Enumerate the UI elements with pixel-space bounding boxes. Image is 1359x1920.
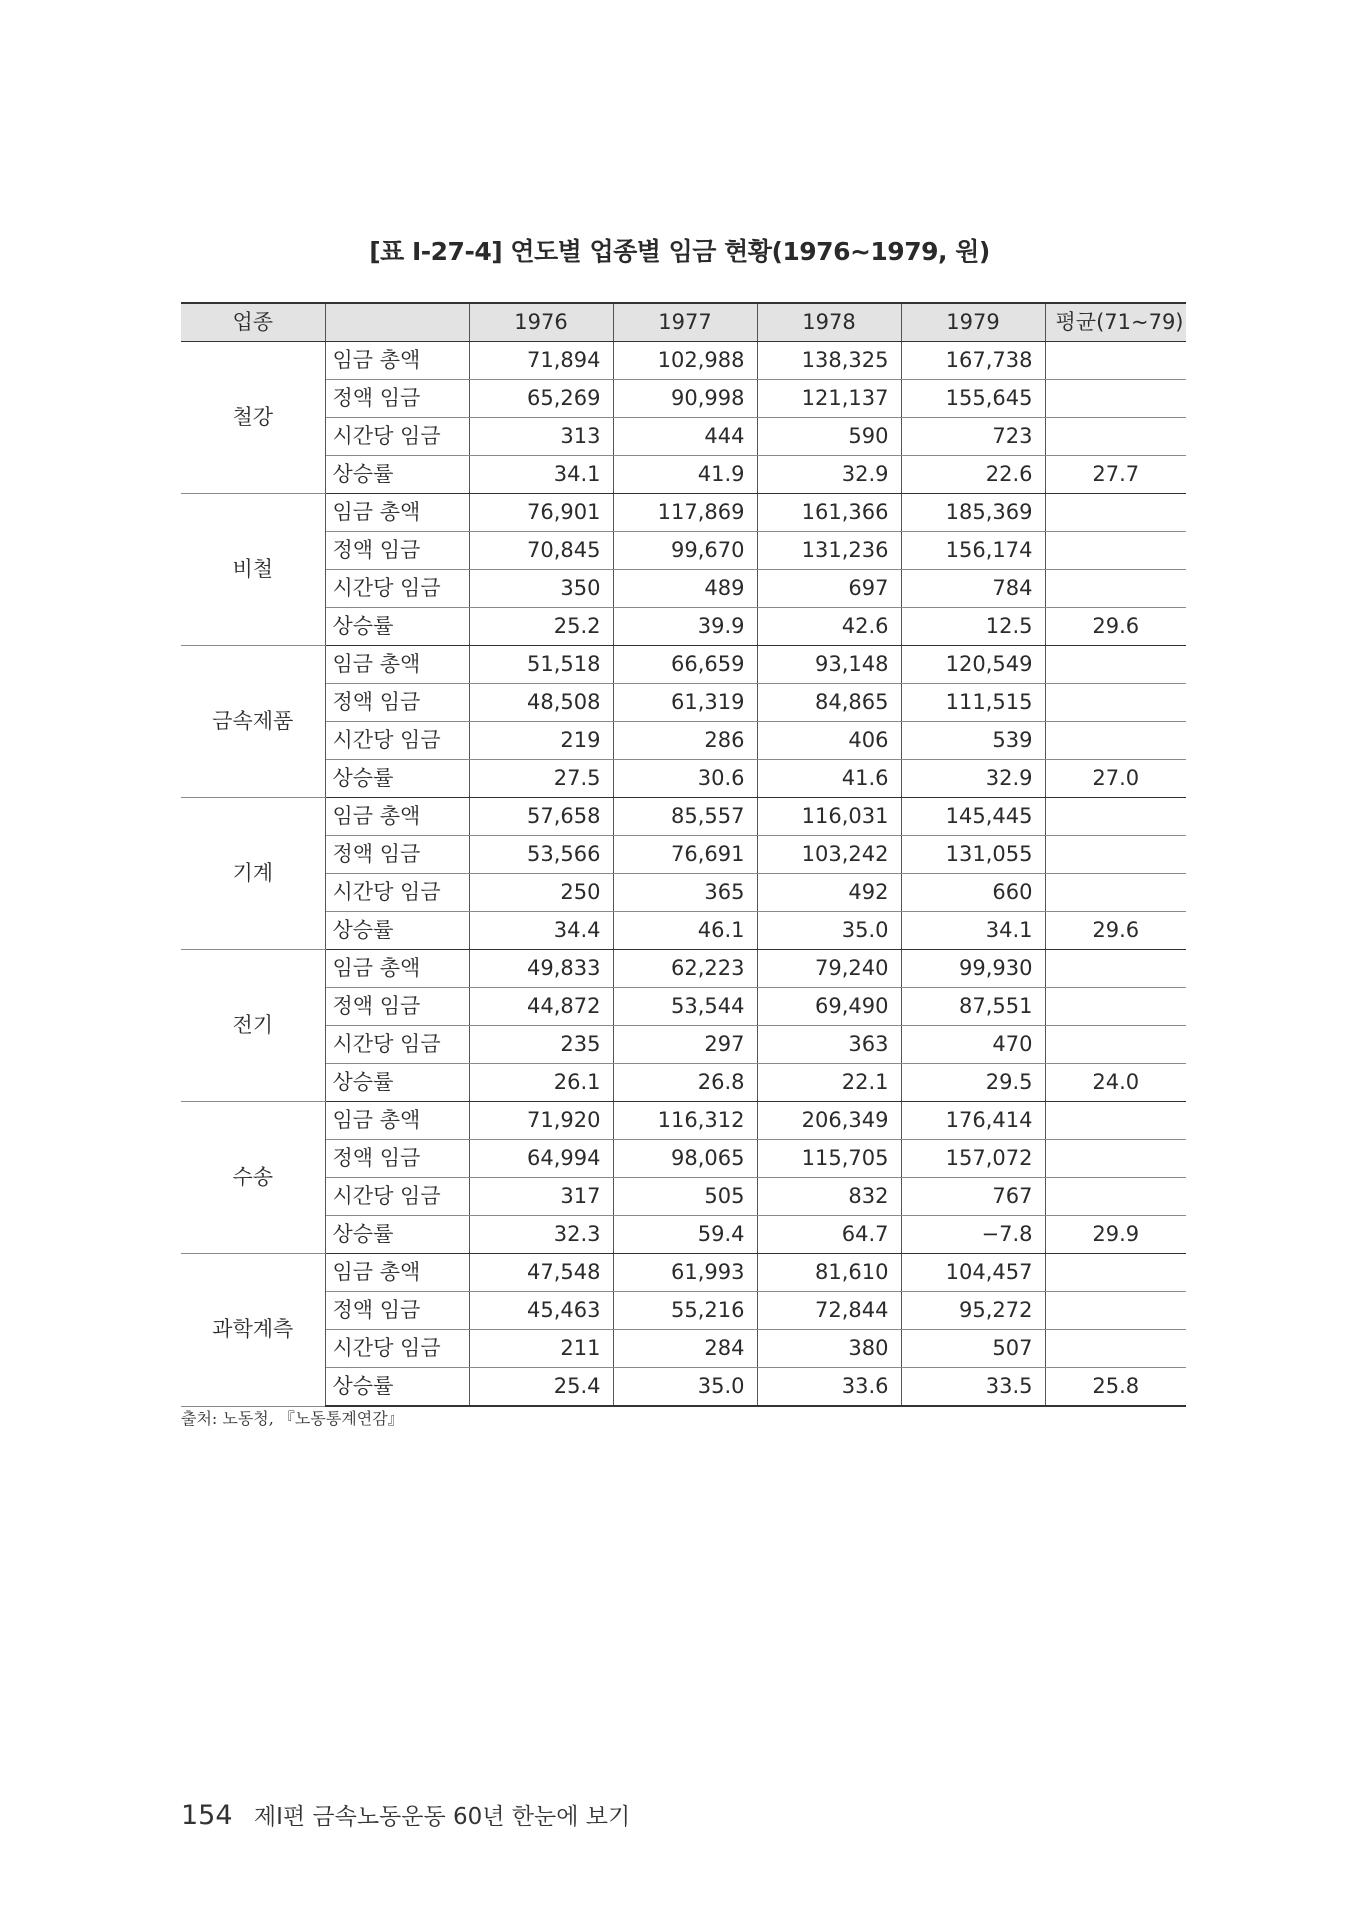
table-row xyxy=(181,1254,1186,1292)
table-row xyxy=(181,532,1186,570)
table-row xyxy=(181,836,1186,874)
value-cell: 85,557 xyxy=(613,798,757,836)
value-cell: 98,065 xyxy=(613,1140,757,1178)
value-cell: 53,544 xyxy=(613,988,757,1026)
average-cell xyxy=(1045,1330,1186,1368)
table-row xyxy=(181,494,1186,532)
average-cell xyxy=(1045,684,1186,722)
value-cell: 219 xyxy=(469,722,613,760)
table-row xyxy=(181,722,1186,760)
value-cell: 99,930 xyxy=(901,950,1045,988)
value-cell: 116,312 xyxy=(613,1102,757,1140)
value-cell: 131,055 xyxy=(901,836,1045,874)
item-cell: 임금 총액 xyxy=(325,950,469,988)
value-cell: 48,508 xyxy=(469,684,613,722)
table-row xyxy=(181,1292,1186,1330)
average-cell xyxy=(1045,1292,1186,1330)
value-cell: 363 xyxy=(757,1026,901,1064)
value-cell: 176,414 xyxy=(901,1102,1045,1140)
item-cell: 정액 임금 xyxy=(325,684,469,722)
header-year-1977: 1977 xyxy=(613,303,757,342)
industry-cell: 기계 xyxy=(181,798,325,950)
value-cell: 157,072 xyxy=(901,1140,1045,1178)
value-cell: 22.6 xyxy=(901,456,1045,494)
value-cell: 350 xyxy=(469,570,613,608)
value-cell: 84,865 xyxy=(757,684,901,722)
item-cell: 시간당 임금 xyxy=(325,418,469,456)
value-cell: 26.8 xyxy=(613,1064,757,1102)
value-cell: 380 xyxy=(757,1330,901,1368)
value-cell: 660 xyxy=(901,874,1045,912)
wage-table xyxy=(181,302,1186,1407)
header-industry: 업종 xyxy=(181,303,325,342)
value-cell: 61,993 xyxy=(613,1254,757,1292)
average-cell: 27.7 xyxy=(1045,456,1186,494)
value-cell: 120,549 xyxy=(901,646,1045,684)
table-row xyxy=(181,418,1186,456)
value-cell: 53,566 xyxy=(469,836,613,874)
value-cell: 26.1 xyxy=(469,1064,613,1102)
value-cell: 41.6 xyxy=(757,760,901,798)
industry-cell: 철강 xyxy=(181,342,325,494)
value-cell: 95,272 xyxy=(901,1292,1045,1330)
average-cell xyxy=(1045,418,1186,456)
table-row xyxy=(181,684,1186,722)
average-cell: 29.9 xyxy=(1045,1216,1186,1254)
value-cell: 99,670 xyxy=(613,532,757,570)
table-row xyxy=(181,1178,1186,1216)
value-cell: 492 xyxy=(757,874,901,912)
table-row xyxy=(181,874,1186,912)
value-cell: 505 xyxy=(613,1178,757,1216)
item-cell: 상승률 xyxy=(325,912,469,950)
average-cell: 29.6 xyxy=(1045,912,1186,950)
value-cell: 76,691 xyxy=(613,836,757,874)
value-cell: 103,242 xyxy=(757,836,901,874)
item-cell: 임금 총액 xyxy=(325,342,469,380)
item-cell: 임금 총액 xyxy=(325,646,469,684)
value-cell: 284 xyxy=(613,1330,757,1368)
value-cell: 90,998 xyxy=(613,380,757,418)
page-footer xyxy=(181,1798,630,1831)
table-row xyxy=(181,950,1186,988)
item-cell: 임금 총액 xyxy=(325,494,469,532)
value-cell: 32.9 xyxy=(901,760,1045,798)
value-cell: 79,240 xyxy=(757,950,901,988)
table-row xyxy=(181,1216,1186,1254)
value-cell: 66,659 xyxy=(613,646,757,684)
item-cell: 시간당 임금 xyxy=(325,1178,469,1216)
item-cell: 시간당 임금 xyxy=(325,570,469,608)
value-cell: 185,369 xyxy=(901,494,1045,532)
value-cell: 70,845 xyxy=(469,532,613,570)
table-row xyxy=(181,1330,1186,1368)
value-cell: 131,236 xyxy=(757,532,901,570)
value-cell: 39.9 xyxy=(613,608,757,646)
value-cell: 121,137 xyxy=(757,380,901,418)
average-cell xyxy=(1045,570,1186,608)
table-row xyxy=(181,456,1186,494)
value-cell: 211 xyxy=(469,1330,613,1368)
value-cell: 42.6 xyxy=(757,608,901,646)
table-row xyxy=(181,342,1186,380)
value-cell: 723 xyxy=(901,418,1045,456)
item-cell: 정액 임금 xyxy=(325,836,469,874)
item-cell: 정액 임금 xyxy=(325,380,469,418)
value-cell: 156,174 xyxy=(901,532,1045,570)
value-cell: 167,738 xyxy=(901,342,1045,380)
value-cell: 539 xyxy=(901,722,1045,760)
average-cell xyxy=(1045,874,1186,912)
table-body xyxy=(181,342,1186,1407)
item-cell: 상승률 xyxy=(325,760,469,798)
average-cell xyxy=(1045,836,1186,874)
table-header-row xyxy=(181,303,1186,342)
table-row xyxy=(181,570,1186,608)
average-cell xyxy=(1045,1140,1186,1178)
value-cell: 71,894 xyxy=(469,342,613,380)
value-cell: 45,463 xyxy=(469,1292,613,1330)
value-cell: 35.0 xyxy=(757,912,901,950)
value-cell: 444 xyxy=(613,418,757,456)
industry-cell: 과학계측 xyxy=(181,1254,325,1407)
table-row xyxy=(181,608,1186,646)
value-cell: 25.2 xyxy=(469,608,613,646)
value-cell: 470 xyxy=(901,1026,1045,1064)
value-cell: 47,548 xyxy=(469,1254,613,1292)
value-cell: 117,869 xyxy=(613,494,757,532)
source-note: 출처: 노동청, 『노동통계연감』 xyxy=(181,1409,404,1428)
value-cell: 51,518 xyxy=(469,646,613,684)
value-cell: 104,457 xyxy=(901,1254,1045,1292)
value-cell: 46.1 xyxy=(613,912,757,950)
table-row xyxy=(181,646,1186,684)
average-cell xyxy=(1045,494,1186,532)
value-cell: 81,610 xyxy=(757,1254,901,1292)
table-row xyxy=(181,380,1186,418)
header-year-1976: 1976 xyxy=(469,303,613,342)
value-cell: 206,349 xyxy=(757,1102,901,1140)
item-cell: 시간당 임금 xyxy=(325,1026,469,1064)
item-cell: 시간당 임금 xyxy=(325,722,469,760)
header-item xyxy=(325,303,469,342)
value-cell: 33.5 xyxy=(901,1368,1045,1407)
value-cell: 64,994 xyxy=(469,1140,613,1178)
industry-cell: 금속제품 xyxy=(181,646,325,798)
section-title: 제Ⅰ편 금속노동운동 60년 한눈에 보기 xyxy=(253,1804,631,1830)
average-cell xyxy=(1045,988,1186,1026)
table-row xyxy=(181,1064,1186,1102)
value-cell: 286 xyxy=(613,722,757,760)
value-cell: 87,551 xyxy=(901,988,1045,1026)
value-cell: 489 xyxy=(613,570,757,608)
value-cell: 138,325 xyxy=(757,342,901,380)
value-cell: 507 xyxy=(901,1330,1045,1368)
item-cell: 임금 총액 xyxy=(325,1102,469,1140)
average-cell xyxy=(1045,342,1186,380)
industry-cell: 비철 xyxy=(181,494,325,646)
value-cell: 25.4 xyxy=(469,1368,613,1407)
value-cell: 34.1 xyxy=(469,456,613,494)
value-cell: 41.9 xyxy=(613,456,757,494)
item-cell: 임금 총액 xyxy=(325,1254,469,1292)
item-cell: 정액 임금 xyxy=(325,1140,469,1178)
header-average: 평균(71~79) xyxy=(1045,303,1186,342)
item-cell: 정액 임금 xyxy=(325,532,469,570)
value-cell: 832 xyxy=(757,1178,901,1216)
value-cell: 155,645 xyxy=(901,380,1045,418)
value-cell: 34.4 xyxy=(469,912,613,950)
average-cell xyxy=(1045,1102,1186,1140)
item-cell: 정액 임금 xyxy=(325,988,469,1026)
value-cell: 145,445 xyxy=(901,798,1045,836)
value-cell: 72,844 xyxy=(757,1292,901,1330)
value-cell: 57,658 xyxy=(469,798,613,836)
value-cell: 115,705 xyxy=(757,1140,901,1178)
average-cell: 24.0 xyxy=(1045,1064,1186,1102)
value-cell: 784 xyxy=(901,570,1045,608)
page-number: 154 xyxy=(181,1800,233,1831)
value-cell: 161,366 xyxy=(757,494,901,532)
item-cell: 상승률 xyxy=(325,1368,469,1407)
value-cell: 55,216 xyxy=(613,1292,757,1330)
item-cell: 시간당 임금 xyxy=(325,1330,469,1368)
item-cell: 상승률 xyxy=(325,608,469,646)
table-row xyxy=(181,912,1186,950)
average-cell xyxy=(1045,380,1186,418)
value-cell: 317 xyxy=(469,1178,613,1216)
average-cell: 25.8 xyxy=(1045,1368,1186,1407)
value-cell: 29.5 xyxy=(901,1064,1045,1102)
value-cell: 69,490 xyxy=(757,988,901,1026)
average-cell xyxy=(1045,1254,1186,1292)
value-cell: 297 xyxy=(613,1026,757,1064)
value-cell: 64.7 xyxy=(757,1216,901,1254)
table-row xyxy=(181,1026,1186,1064)
item-cell: 시간당 임금 xyxy=(325,874,469,912)
value-cell: 59.4 xyxy=(613,1216,757,1254)
average-cell xyxy=(1045,1026,1186,1064)
value-cell: 76,901 xyxy=(469,494,613,532)
value-cell: 93,148 xyxy=(757,646,901,684)
table-title: [표 Ⅰ-27-4] 연도별 업종별 임금 현황(1976~1979, 원) xyxy=(369,237,990,266)
value-cell: 44,872 xyxy=(469,988,613,1026)
value-cell: 767 xyxy=(901,1178,1045,1216)
value-cell: 33.6 xyxy=(757,1368,901,1407)
table-row xyxy=(181,760,1186,798)
value-cell: 65,269 xyxy=(469,380,613,418)
table-row xyxy=(181,988,1186,1026)
value-cell: 34.1 xyxy=(901,912,1045,950)
value-cell: 313 xyxy=(469,418,613,456)
value-cell: 32.9 xyxy=(757,456,901,494)
average-cell xyxy=(1045,532,1186,570)
average-cell xyxy=(1045,950,1186,988)
value-cell: 22.1 xyxy=(757,1064,901,1102)
item-cell: 상승률 xyxy=(325,1064,469,1102)
industry-cell: 수송 xyxy=(181,1102,325,1254)
average-cell xyxy=(1045,1178,1186,1216)
value-cell: 12.5 xyxy=(901,608,1045,646)
value-cell: 30.6 xyxy=(613,760,757,798)
value-cell: 49,833 xyxy=(469,950,613,988)
value-cell: 590 xyxy=(757,418,901,456)
average-cell: 27.0 xyxy=(1045,760,1186,798)
item-cell: 정액 임금 xyxy=(325,1292,469,1330)
average-cell xyxy=(1045,646,1186,684)
average-cell xyxy=(1045,722,1186,760)
industry-cell: 전기 xyxy=(181,950,325,1102)
header-year-1979: 1979 xyxy=(901,303,1045,342)
value-cell: 62,223 xyxy=(613,950,757,988)
table-row xyxy=(181,798,1186,836)
value-cell: 697 xyxy=(757,570,901,608)
table-row xyxy=(181,1368,1186,1407)
value-cell: 61,319 xyxy=(613,684,757,722)
value-cell: 27.5 xyxy=(469,760,613,798)
value-cell: 235 xyxy=(469,1026,613,1064)
value-cell: 406 xyxy=(757,722,901,760)
average-cell: 29.6 xyxy=(1045,608,1186,646)
value-cell: 32.3 xyxy=(469,1216,613,1254)
value-cell: −7.8 xyxy=(901,1216,1045,1254)
table-row xyxy=(181,1140,1186,1178)
item-cell: 상승률 xyxy=(325,456,469,494)
average-cell xyxy=(1045,798,1186,836)
value-cell: 111,515 xyxy=(901,684,1045,722)
item-cell: 상승률 xyxy=(325,1216,469,1254)
value-cell: 102,988 xyxy=(613,342,757,380)
value-cell: 116,031 xyxy=(757,798,901,836)
value-cell: 35.0 xyxy=(613,1368,757,1407)
item-cell: 임금 총액 xyxy=(325,798,469,836)
table-row xyxy=(181,1102,1186,1140)
value-cell: 365 xyxy=(613,874,757,912)
value-cell: 250 xyxy=(469,874,613,912)
header-year-1978: 1978 xyxy=(757,303,901,342)
value-cell: 71,920 xyxy=(469,1102,613,1140)
